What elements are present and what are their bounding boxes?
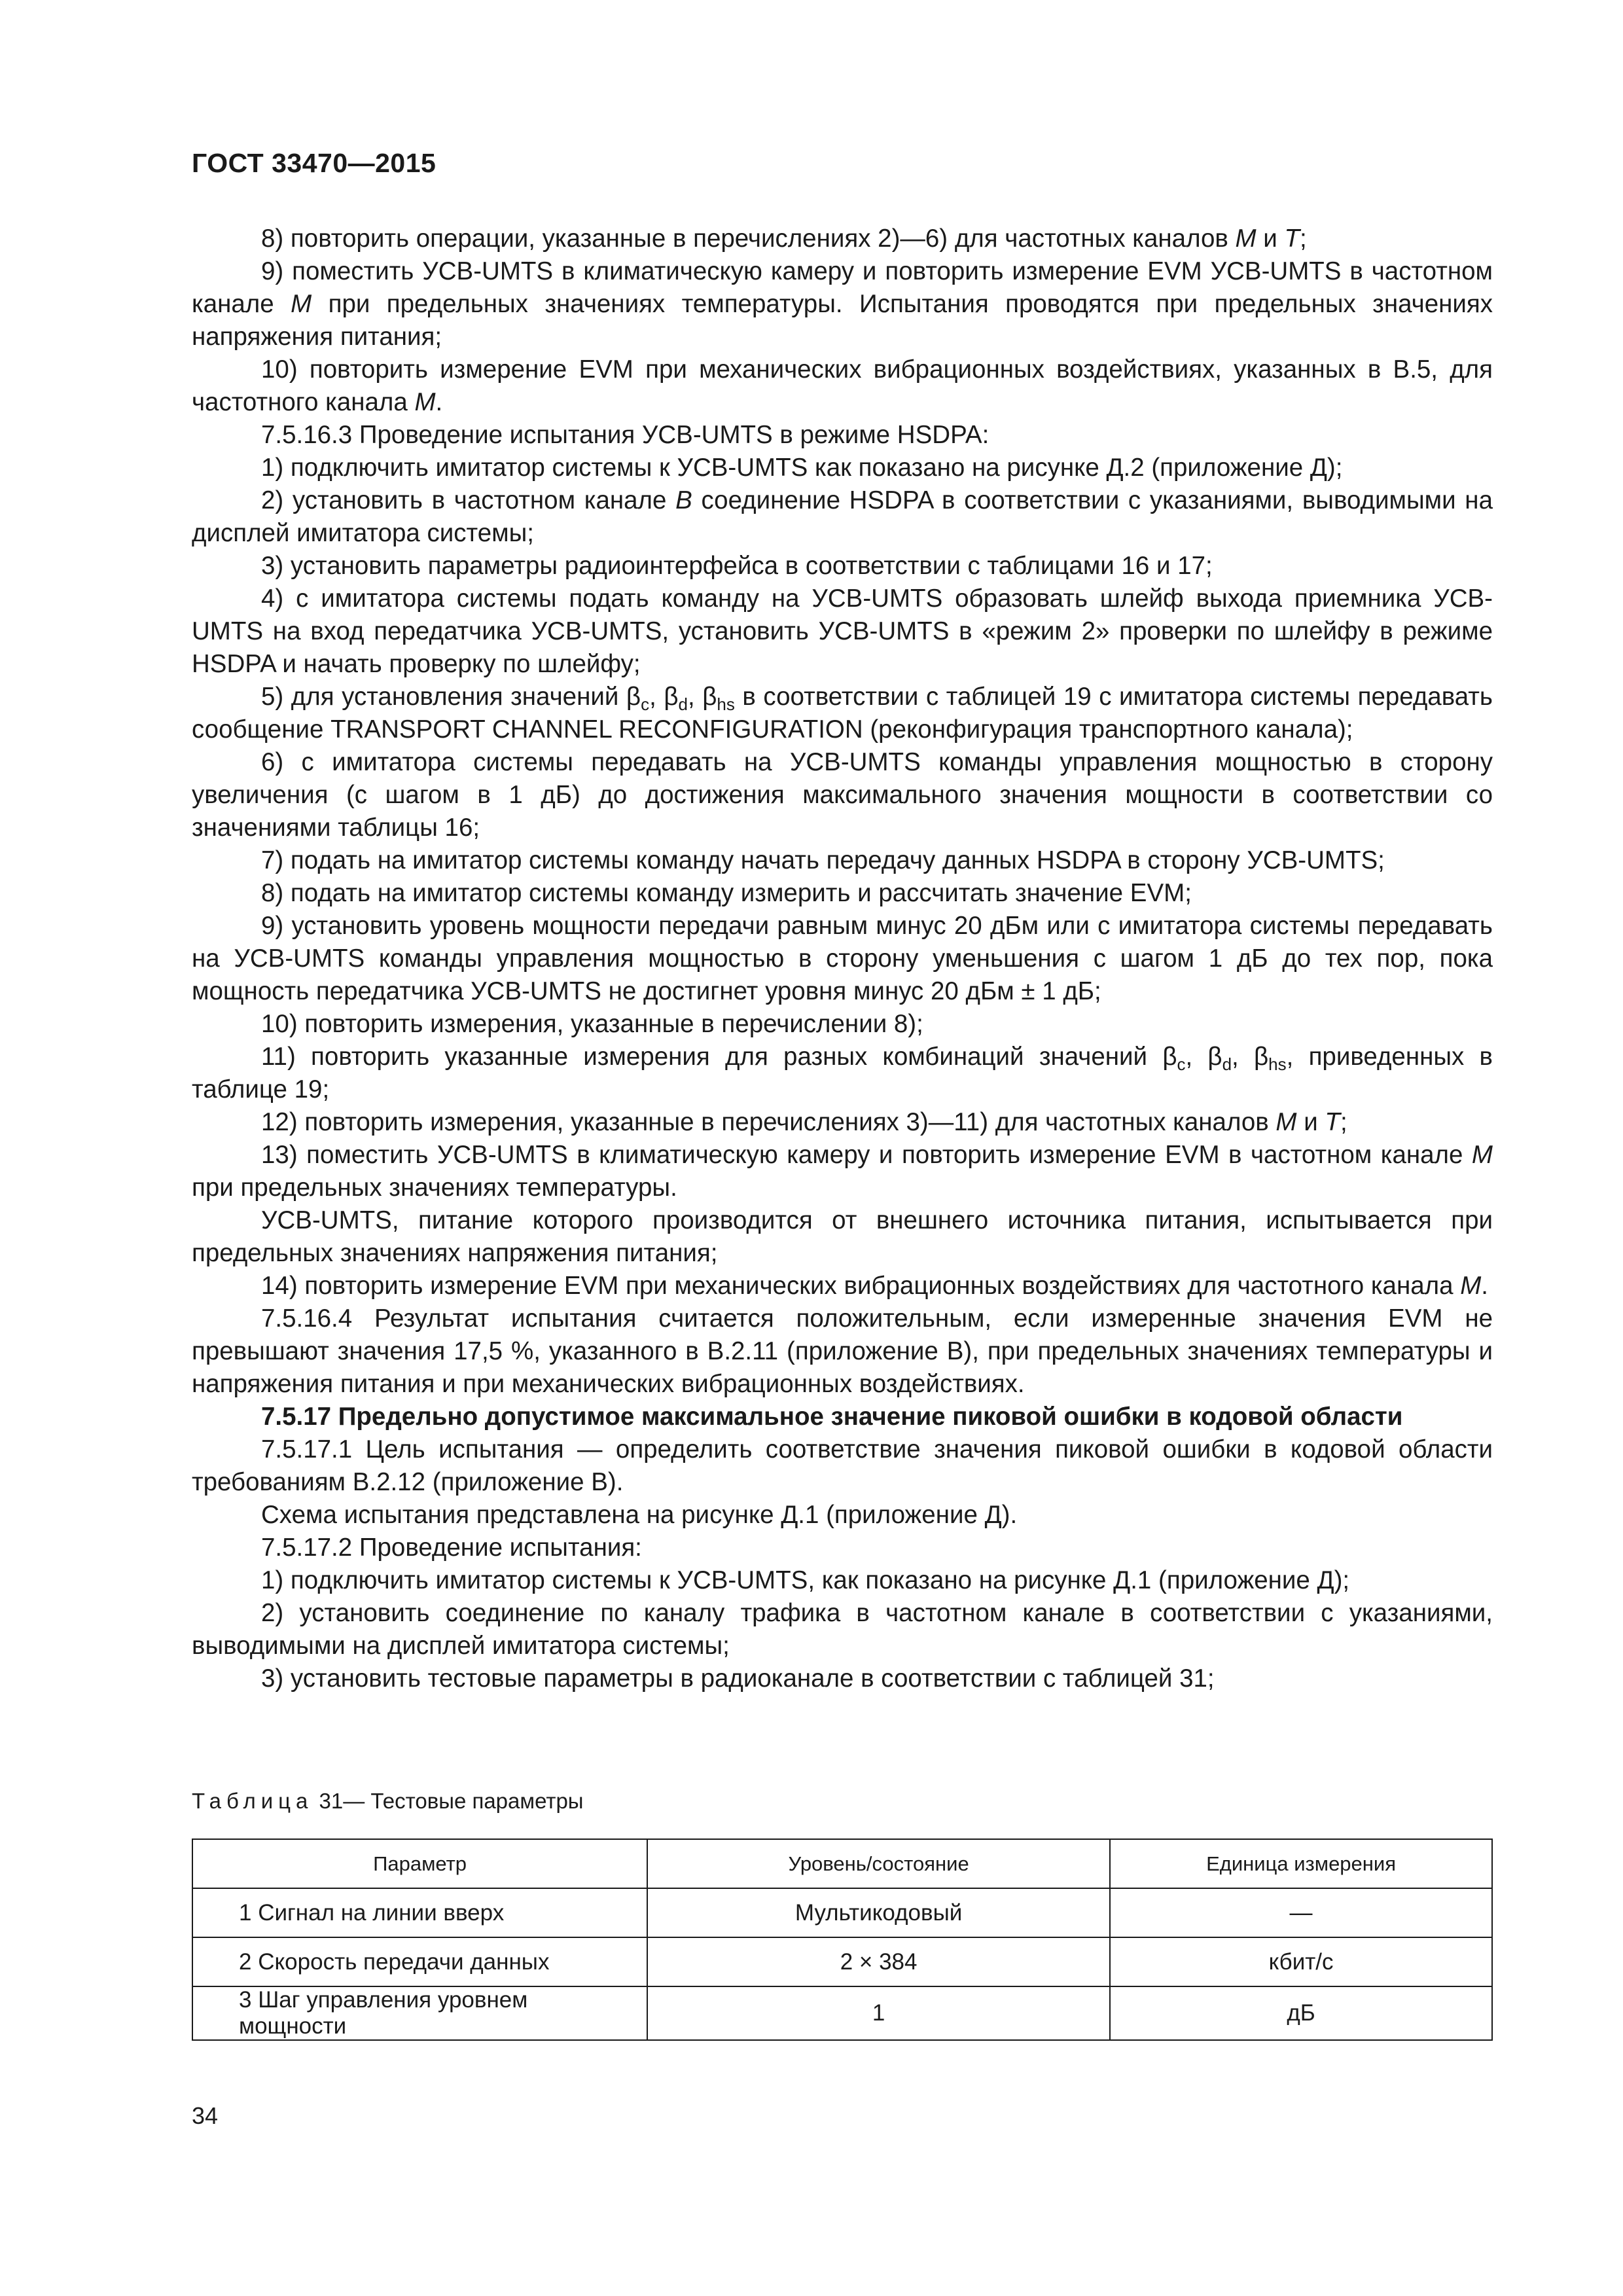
paragraph: 10) повторить измерение EVM при механических вибрационных воздействиях, указанных в В.5, для частотного канала М.: [192, 355, 1493, 416]
paragraph: 13) поместить УСВ-UMTS в климатическую камеру и повторить измерение EVM в частотном канале М при предельных значениях температуры.: [192, 1141, 1493, 1202]
paragraph: УСВ-UMTS, питание которого производится от внешнего источника питания, испытывается при предельных значениях напряжения питания;: [192, 1206, 1493, 1267]
table-caption-text: 31— Тестовые параметры: [313, 1789, 584, 1813]
paragraph: 1) подключить имитатор системы к УСВ-UMTS как показано на рисунке Д.2 (приложение Д);: [261, 454, 1343, 482]
document-header: ГОСТ 33470—2015: [192, 148, 437, 178]
column-header-level: Уровень/состояние: [647, 1839, 1110, 1888]
paragraph: 5) для установления значений $\beta_c$, $\beta_d$, $\beta_{hs}$ в соответствии с таблицей 19 с имитатора системы передавать сообщение TRANSPORT CHANNEL RECONFIGURATION (реконфигурация транспортного канала);: [192, 683, 1493, 744]
paragraph: Схема испытания представлена на рисунке Д.1 (приложение Д).: [261, 1501, 1018, 1529]
table-cell-unit: дБ: [1110, 1986, 1492, 2040]
paragraph: 7.5.17.1 Цель испытания — определить соответствие значения пиковой ошибки в кодовой области требованиям В.2.12 (приложение В).: [192, 1435, 1493, 1496]
table-caption: [192, 1789, 584, 1814]
column-header-unit: Единица измерения: [1110, 1839, 1492, 1888]
paragraph: 12) повторить измерения, указанные в перечислениях 3)—11) для частотных каналов М и Т;: [261, 1108, 1347, 1136]
paragraph: 10) повторить измерения, указанные в перечислении 8);: [261, 1010, 923, 1038]
page-number: 34: [192, 2102, 219, 2129]
paragraph: 8) повторить операции, указанные в перечислениях 2)—6) для частотных каналов М и Т;: [261, 224, 1307, 253]
document-body: [192, 223, 1493, 1695]
paragraph: 7.5.17.2 Проведение испытания:: [261, 1534, 642, 1562]
paragraph: 2) установить в частотном канале В соединение HSDPA в соответствии с указаниями, выводимыми на дисплей имитатора системы;: [192, 486, 1493, 547]
table-cell-level: 2 × 384: [647, 1937, 1110, 1986]
test-parameters-table: [192, 1839, 1493, 2041]
table-cell-unit: кбит/с: [1110, 1937, 1492, 1986]
table-row: [192, 1937, 1492, 1986]
paragraph: 2) установить соединение по каналу трафика в частотном канале в соответствии с указаниями, выводимыми на дисплей имитатора системы;: [192, 1599, 1493, 1660]
paragraph: 9) установить уровень мощности передачи равным минус 20 дБм или с имитатора системы передавать на УСВ-UMTS команды управления мощностью в сторону уменьшения с шагом 1 дБ до тех пор, пока мощность передатчика УСВ-UMTS не достигнет уровня минус 20 дБм ± 1 дБ;: [192, 912, 1493, 1005]
paragraph: 8) подать на имитатор системы команду измерить и рассчитать значение EVM;: [261, 879, 1192, 907]
table-cell-level: Мультикодовый: [647, 1888, 1110, 1937]
paragraph: 1) подключить имитатор системы к УСВ-UMTS, как показано на рисунке Д.1 (приложение Д);: [261, 1566, 1350, 1594]
table-cell-parameter: 1 Сигнал на линии вверх: [192, 1888, 647, 1937]
table-row: [192, 1986, 1492, 2040]
paragraph: 11) повторить указанные измерения для разных комбинаций значений $\beta_c$, $\beta_d$, $\beta_{hs}$, приведенных в таблице 19;: [192, 1043, 1493, 1103]
paragraph: 7.5.16.3 Проведение испытания УСВ-UMTS в режиме HSDPA:: [261, 421, 990, 449]
table-cell-parameter: 3 Шаг управления уровнем мощности: [192, 1986, 647, 2040]
paragraph: 9) поместить УСВ-UMTS в климатическую камеру и повторить измерение EVM УСВ-UMTS в частотном канале М при предельных значениях температуры. Испытания проводятся при предельных значениях напряжения питания;: [192, 257, 1493, 351]
paragraph: 6) с имитатора системы передавать на УСВ-UMTS команды управления мощностью в сторону увеличения (с шагом в 1 дБ) до достижения максимального значения мощности в соответствии со значениями таблицы 16;: [192, 748, 1493, 842]
paragraph: 3) установить параметры радиоинтерфейса в соответствии с таблицами 16 и 17;: [261, 552, 1213, 580]
table-cell-level: 1: [647, 1986, 1110, 2040]
section-heading: 7.5.17 Предельно допустимое максимальное значение пиковой ошибки в кодовой области: [261, 1403, 1403, 1431]
paragraph: 4) с имитатора системы подать команду на УСВ-UMTS образовать шлейф выхода приемника УСВ-UMTS на вход передатчика УСВ-UMTS, установить УСВ-UMTS в «режим 2» проверки по шлейфу в режиме HSDPA и начать проверку по шлейфу;: [192, 584, 1493, 678]
table-cell-unit: —: [1110, 1888, 1492, 1937]
table-header-row: [192, 1839, 1492, 1888]
paragraph: 7) подать на имитатор системы команду начать передачу данных HSDPA в сторону УСВ-UMTS;: [261, 846, 1385, 874]
table-caption-prefix: Таблица: [192, 1789, 313, 1813]
table-row: [192, 1888, 1492, 1937]
paragraph: 3) установить тестовые параметры в радиоканале в соответствии с таблицей 31;: [261, 1664, 1215, 1693]
paragraph: 7.5.16.4 Результат испытания считается положительным, если измеренные значения EVM не превышают значения 17,5 %, указанного в В.2.11 (приложение В), при предельных значениях температуры и напряжения питания и при механических вибрационных воздействиях.: [192, 1304, 1493, 1398]
table-cell-parameter: 2 Скорость передачи данных: [192, 1937, 647, 1986]
paragraph: 14) повторить измерение EVM при механических вибрационных воздействиях для частотного канала М.: [261, 1272, 1488, 1300]
column-header-parameter: Параметр: [192, 1839, 647, 1888]
